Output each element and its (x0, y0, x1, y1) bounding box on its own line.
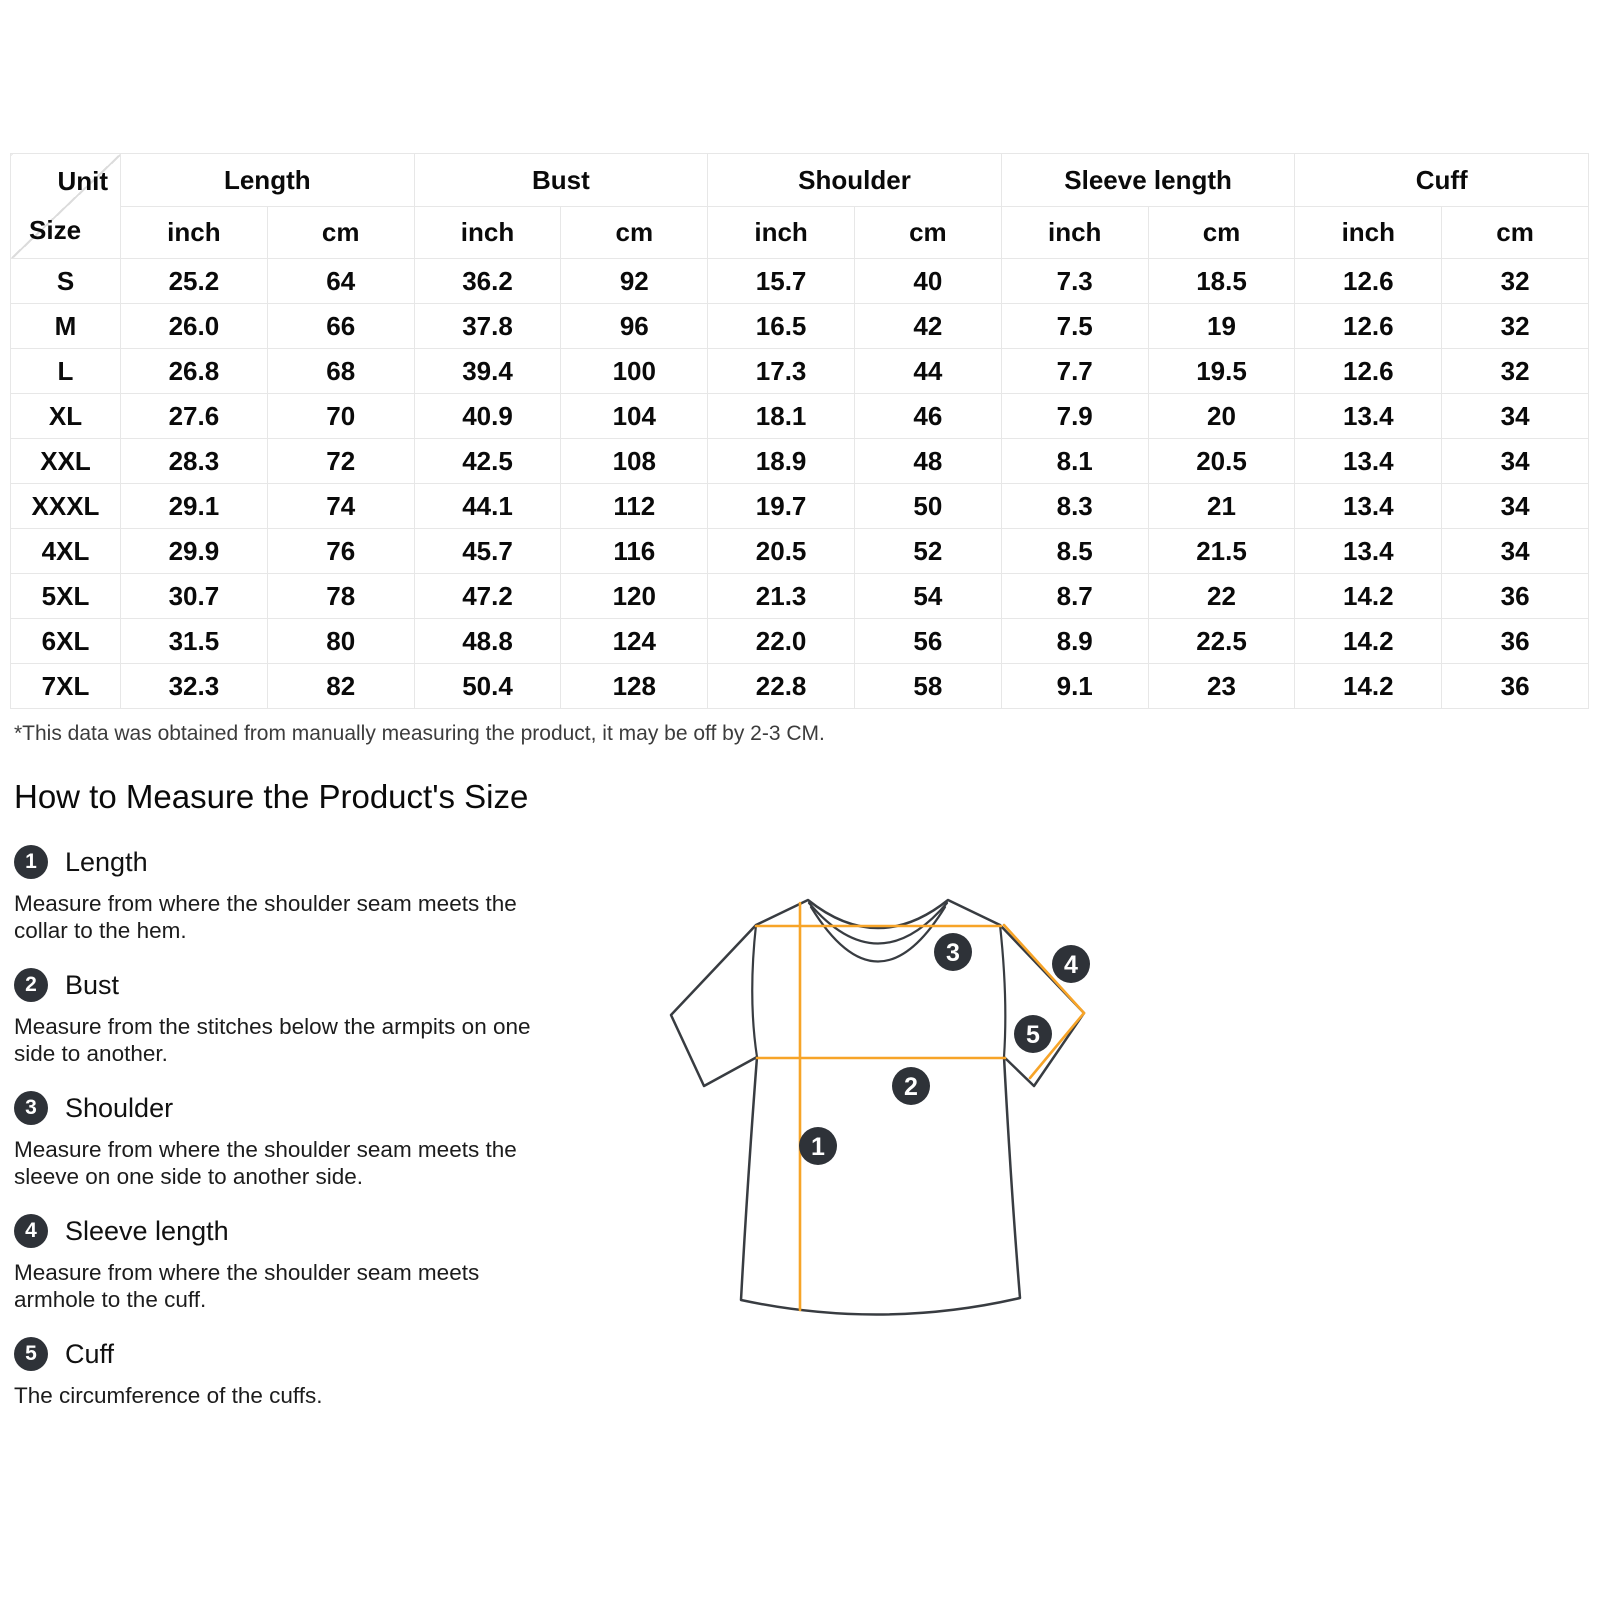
measurement-value: 70 (267, 394, 414, 439)
measurement-value: 68 (267, 349, 414, 394)
measurement-value: 64 (267, 259, 414, 304)
measurement-value: 22 (1148, 574, 1295, 619)
measurement-value: 82 (267, 664, 414, 709)
step-5-title: Cuff (65, 1338, 115, 1369)
svg-text:4: 4 (1064, 951, 1078, 979)
measurement-value: 26.0 (121, 304, 268, 349)
measurement-value: 31.5 (121, 619, 268, 664)
measurement-value: 9.1 (1001, 664, 1148, 709)
column-group-bust: Bust (414, 154, 708, 207)
measurement-value: 8.7 (1001, 574, 1148, 619)
step-1-description: Measure from where the shoulder seam meets the collar to the hem. (14, 891, 517, 943)
measurement-value: 20 (1148, 394, 1295, 439)
measurement-value: 46 (854, 394, 1001, 439)
column-group-sleeve-length: Sleeve length (1001, 154, 1295, 207)
measurement-value: 124 (561, 619, 708, 664)
table-group-header-row (11, 154, 1589, 207)
measurement-value: 56 (854, 619, 1001, 664)
measurement-value: 74 (267, 484, 414, 529)
measurement-value: 18.9 (708, 439, 855, 484)
measurement-value: 36.2 (414, 259, 561, 304)
measurement-value: 66 (267, 304, 414, 349)
measurement-value: 19.7 (708, 484, 855, 529)
measurement-value: 39.4 (414, 349, 561, 394)
measurement-value: 7.5 (1001, 304, 1148, 349)
measurement-value: 32 (1442, 304, 1589, 349)
table-row (11, 304, 1589, 349)
step-3-title: Shoulder (65, 1092, 174, 1123)
measurement-value: 22.8 (708, 664, 855, 709)
measurement-value: 13.4 (1295, 529, 1442, 574)
measurement-value: 128 (561, 664, 708, 709)
step-1-title: Length (65, 846, 148, 877)
measurement-value: 48.8 (414, 619, 561, 664)
unit-header-inch: inch (1295, 207, 1442, 259)
measurement-value: 72 (267, 439, 414, 484)
measurement-value: 32.3 (121, 664, 268, 709)
size-label: XXL (11, 439, 121, 484)
measurement-value: 8.5 (1001, 529, 1148, 574)
column-group-shoulder: Shoulder (708, 154, 1002, 207)
measurement-value: 13.4 (1295, 394, 1442, 439)
unit-header-inch: inch (414, 207, 561, 259)
unit-header-inch: inch (708, 207, 855, 259)
size-label: XXXL (11, 484, 121, 529)
step-1-badge: 1 (14, 845, 48, 879)
measurement-value: 80 (267, 619, 414, 664)
measurement-value: 7.9 (1001, 394, 1148, 439)
step-4-description: Measure from where the shoulder seam meets armhole to the cuff. (14, 1260, 480, 1312)
measurement-value: 40 (854, 259, 1001, 304)
svg-text:3: 3 (946, 939, 960, 967)
measurement-value: 8.1 (1001, 439, 1148, 484)
how-to-item-length (14, 845, 559, 944)
measurement-value: 112 (561, 484, 708, 529)
measurement-value: 20.5 (708, 529, 855, 574)
measurement-value: 34 (1442, 529, 1589, 574)
table-row (11, 619, 1589, 664)
measurement-value: 15.7 (708, 259, 855, 304)
step-5-description: The circumference of the cuffs. (14, 1383, 323, 1408)
measurement-value: 18.1 (708, 394, 855, 439)
unit-header-inch: inch (121, 207, 268, 259)
step-2-title: Bust (65, 969, 120, 1000)
measurement-value: 44 (854, 349, 1001, 394)
measurement-disclaimer: *This data was obtained from manually measuring the product, it may be off by 2-3 CM. (14, 722, 825, 745)
measurement-value: 104 (561, 394, 708, 439)
svg-text:5: 5 (1026, 1021, 1040, 1049)
measurement-value: 12.6 (1295, 259, 1442, 304)
measurement-value: 100 (561, 349, 708, 394)
measurement-value: 78 (267, 574, 414, 619)
measurement-value: 28.3 (121, 439, 268, 484)
how-to-item-sleeve-length (14, 1214, 559, 1313)
size-label: S (11, 259, 121, 304)
measurement-value: 34 (1442, 439, 1589, 484)
unit-size-corner-cell (11, 154, 121, 259)
svg-text:2: 2 (904, 1073, 918, 1101)
measurement-value: 18.5 (1148, 259, 1295, 304)
unit-header-inch: inch (1001, 207, 1148, 259)
diagram-marker-3 (934, 933, 972, 971)
unit-header-cm: cm (854, 207, 1001, 259)
diagram-marker-1 (799, 1127, 837, 1165)
diagram-marker-4 (1052, 945, 1090, 983)
column-group-cuff: Cuff (1295, 154, 1589, 207)
measurement-value: 36 (1442, 664, 1589, 709)
measurement-value: 36 (1442, 574, 1589, 619)
measurement-value: 58 (854, 664, 1001, 709)
size-label: M (11, 304, 121, 349)
size-table (10, 153, 1589, 709)
measurement-value: 17.3 (708, 349, 855, 394)
measurement-value: 12.6 (1295, 349, 1442, 394)
measurement-value: 108 (561, 439, 708, 484)
table-row (11, 484, 1589, 529)
diagram-marker-5 (1014, 1015, 1052, 1053)
table-row (11, 394, 1589, 439)
measurement-value: 21.3 (708, 574, 855, 619)
table-row (11, 439, 1589, 484)
measurement-value: 23 (1148, 664, 1295, 709)
table-unit-header-row (11, 207, 1589, 259)
measurement-value: 48 (854, 439, 1001, 484)
measurement-value: 14.2 (1295, 574, 1442, 619)
how-to-list (14, 845, 559, 1433)
measurement-value: 25.2 (121, 259, 268, 304)
measurement-value: 22.5 (1148, 619, 1295, 664)
measurement-value: 76 (267, 529, 414, 574)
measurement-value: 14.2 (1295, 619, 1442, 664)
size-label: 6XL (11, 619, 121, 664)
step-5-badge: 5 (14, 1337, 48, 1371)
step-4-title: Sleeve length (65, 1215, 229, 1246)
size-label: 5XL (11, 574, 121, 619)
measurement-value: 50.4 (414, 664, 561, 709)
measurement-value: 92 (561, 259, 708, 304)
column-group-length: Length (121, 154, 415, 207)
step-2-description: Measure from the stitches below the armpits on one side to another. (14, 1014, 531, 1066)
table-row (11, 349, 1589, 394)
measurement-value: 26.8 (121, 349, 268, 394)
measurement-value: 36 (1442, 619, 1589, 664)
measurement-value: 8.9 (1001, 619, 1148, 664)
step-3-description: Measure from where the shoulder seam meets the sleeve on one side to another side. (14, 1137, 517, 1189)
size-label: 7XL (11, 664, 121, 709)
measurement-value: 54 (854, 574, 1001, 619)
measurement-value: 32 (1442, 349, 1589, 394)
measurement-value: 22.0 (708, 619, 855, 664)
measurement-value: 120 (561, 574, 708, 619)
measurement-value: 40.9 (414, 394, 561, 439)
measurement-value: 29.1 (121, 484, 268, 529)
measurement-value: 42.5 (414, 439, 561, 484)
measurement-value: 34 (1442, 394, 1589, 439)
svg-text:1: 1 (811, 1133, 825, 1161)
measurement-value: 45.7 (414, 529, 561, 574)
table-row (11, 574, 1589, 619)
size-label: L (11, 349, 121, 394)
measurement-value: 14.2 (1295, 664, 1442, 709)
measurement-value: 44.1 (414, 484, 561, 529)
measurement-value: 52 (854, 529, 1001, 574)
measurement-value: 7.3 (1001, 259, 1148, 304)
measurement-value: 20.5 (1148, 439, 1295, 484)
table-row (11, 259, 1589, 304)
step-4-badge: 4 (14, 1214, 48, 1248)
table-row (11, 529, 1589, 574)
measurement-value: 34 (1442, 484, 1589, 529)
corner-size-label: Size (29, 215, 82, 245)
measurement-value: 8.3 (1001, 484, 1148, 529)
measurement-value: 47.2 (414, 574, 561, 619)
measurement-value: 27.6 (121, 394, 268, 439)
diagram-marker-2 (892, 1067, 930, 1105)
measurement-value: 96 (561, 304, 708, 349)
measurement-value: 21.5 (1148, 529, 1295, 574)
size-label: XL (11, 394, 121, 439)
unit-header-cm: cm (267, 207, 414, 259)
measurement-value: 19 (1148, 304, 1295, 349)
measurement-value: 19.5 (1148, 349, 1295, 394)
measurement-value: 13.4 (1295, 484, 1442, 529)
measurement-value: 12.6 (1295, 304, 1442, 349)
measurement-value: 21 (1148, 484, 1295, 529)
step-2-badge: 2 (14, 968, 48, 1002)
measurement-value: 42 (854, 304, 1001, 349)
measurement-value: 116 (561, 529, 708, 574)
tshirt-measurement-diagram (648, 858, 1350, 1340)
measurement-value: 30.7 (121, 574, 268, 619)
measurement-value: 29.9 (121, 529, 268, 574)
how-to-item-cuff (14, 1337, 559, 1409)
how-to-item-shoulder (14, 1091, 559, 1190)
size-label: 4XL (11, 529, 121, 574)
measurement-value: 16.5 (708, 304, 855, 349)
measurement-value: 50 (854, 484, 1001, 529)
measurement-value: 37.8 (414, 304, 561, 349)
unit-header-cm: cm (1442, 207, 1589, 259)
unit-header-cm: cm (561, 207, 708, 259)
table-row (11, 664, 1589, 709)
measurement-value: 7.7 (1001, 349, 1148, 394)
step-3-badge: 3 (14, 1091, 48, 1125)
measurement-value: 32 (1442, 259, 1589, 304)
corner-unit-label: Unit (57, 166, 108, 196)
unit-header-cm: cm (1148, 207, 1295, 259)
measurement-value: 13.4 (1295, 439, 1442, 484)
how-to-item-bust (14, 968, 559, 1067)
how-to-heading: How to Measure the Product's Size (14, 778, 529, 815)
